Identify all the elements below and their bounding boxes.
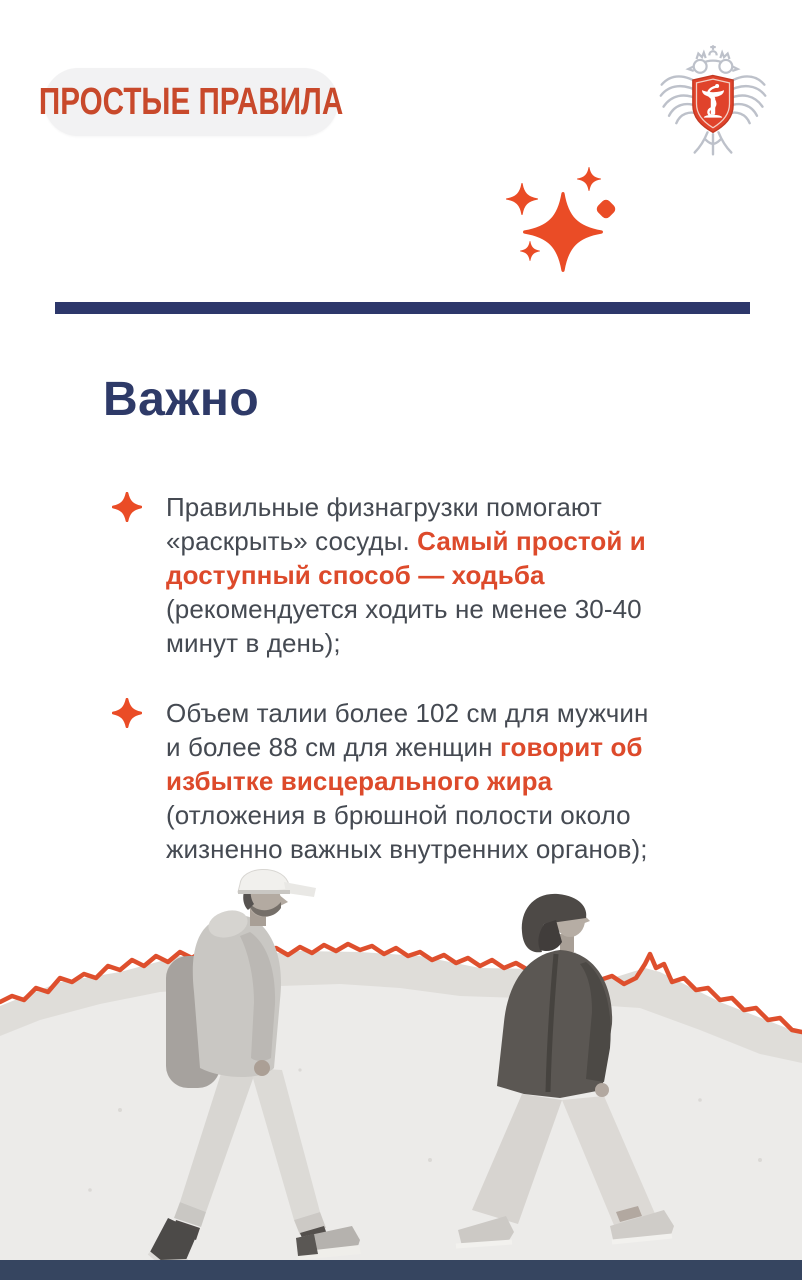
bottom-accent-bar (0, 1260, 802, 1280)
badge-label: ПРОСТЫЕ ПРАВИЛА (38, 80, 344, 123)
walking-people-illustration (0, 860, 802, 1262)
bullet-list (112, 490, 664, 902)
bullet-text-post: (рекомендуется ходить не менее 30-40 минут в день); (166, 594, 642, 658)
list-item (112, 696, 664, 866)
list-item (112, 490, 664, 660)
program-badge (38, 68, 344, 136)
eagle-heads (688, 45, 738, 73)
bullet-text-highlight: Самый простой и доступный способ — ходьба (166, 526, 646, 590)
sparkle-bullet-icon (112, 698, 142, 728)
bullet-text-highlight: говорит об избытке висцерального жира (166, 732, 643, 796)
sparkle-bullet-icon (112, 492, 142, 522)
page-title: Важно (103, 373, 260, 426)
shield-with-bowl-of-hygieia-icon (693, 76, 733, 133)
sparkle-cluster-icon (496, 164, 628, 276)
bullet-text-pre: Объем талии более 102 см для мужчин и более 88 см для женщин (166, 698, 649, 762)
torn-paper-sheet (0, 984, 802, 1262)
divider-bar (55, 302, 750, 314)
bullet-text-post: (отложения в брюшной полости около жизненно важных внутренних органов); (166, 800, 648, 864)
bullet-text-pre: Правильные физнагрузки помогают «раскрыть» сосуды. (166, 492, 602, 556)
ministry-of-health-emblem-icon (658, 44, 768, 162)
bullet-text (166, 490, 664, 660)
bullet-text (166, 696, 664, 866)
